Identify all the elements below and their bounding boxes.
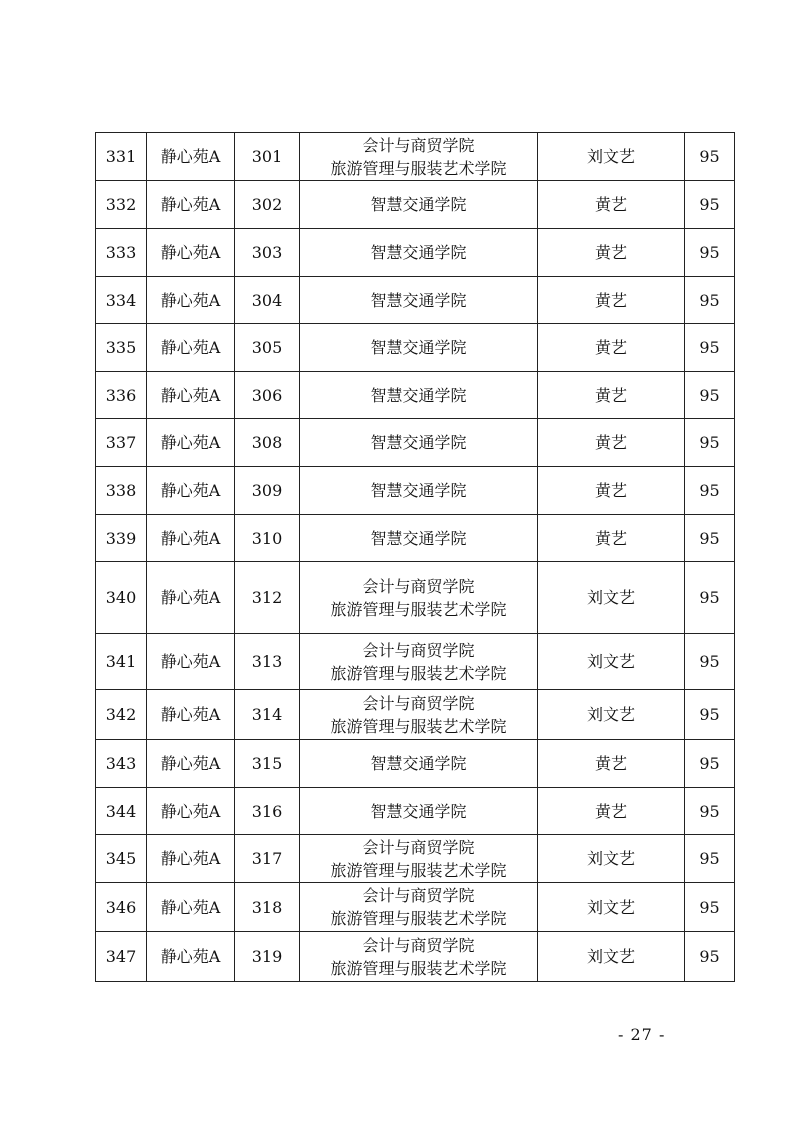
room-cell: 304	[235, 277, 300, 324]
row-number-cell: 344	[96, 788, 147, 835]
room-cell: 306	[235, 372, 300, 419]
college-name: 旅游管理与服装艺术学院	[330, 158, 507, 178]
college-cell	[300, 562, 538, 634]
table-row	[96, 932, 735, 982]
score-cell: 95	[685, 277, 735, 324]
table-row	[96, 324, 735, 372]
table-row	[96, 740, 735, 788]
room-cell: 309	[235, 467, 300, 515]
row-number-cell: 333	[96, 229, 147, 277]
person-cell: 黄艺	[538, 788, 685, 835]
building-cell: 静心苑A	[147, 883, 235, 932]
college-cell	[300, 835, 538, 883]
person-cell: 刘文艺	[538, 835, 685, 883]
building-cell: 静心苑A	[147, 932, 235, 982]
row-number-cell: 340	[96, 562, 147, 634]
table-row	[96, 788, 735, 835]
table-row	[96, 133, 735, 181]
table-row	[96, 419, 735, 467]
score-cell: 95	[685, 515, 735, 562]
college-name: 旅游管理与服装艺术学院	[330, 716, 507, 736]
room-cell: 313	[235, 634, 300, 690]
building-cell: 静心苑A	[147, 372, 235, 419]
college-name: 智慧交通学院	[370, 195, 467, 214]
table-row	[96, 634, 735, 690]
person-cell: 刘文艺	[538, 634, 685, 690]
person-cell: 刘文艺	[538, 883, 685, 932]
college-cell	[300, 932, 538, 982]
table-row	[96, 562, 735, 634]
college-cell	[300, 634, 538, 690]
room-cell: 312	[235, 562, 300, 634]
college-name: 智慧交通学院	[370, 528, 467, 548]
row-number-cell: 346	[96, 883, 147, 932]
college-cell	[300, 740, 538, 788]
person-cell: 黄艺	[538, 324, 685, 372]
college-cell	[300, 229, 538, 277]
person-cell: 黄艺	[538, 515, 685, 562]
college-name: 智慧交通学院	[370, 801, 467, 821]
score-cell: 95	[685, 372, 735, 419]
room-cell: 319	[235, 932, 300, 982]
college-cell	[300, 883, 538, 932]
building-cell: 静心苑A	[147, 181, 235, 229]
table-row	[96, 883, 735, 932]
person-cell: 刘文艺	[538, 932, 685, 982]
table-row	[96, 277, 735, 324]
person-cell: 黄艺	[538, 467, 685, 515]
room-cell: 316	[235, 788, 300, 835]
college-name: 会计与商贸学院	[362, 935, 475, 955]
table-row	[96, 229, 735, 277]
college-name: 旅游管理与服装艺术学院	[330, 663, 507, 683]
row-number-cell: 332	[96, 181, 147, 229]
college-cell	[300, 133, 538, 181]
college-cell	[300, 324, 538, 372]
building-cell: 静心苑A	[147, 277, 235, 324]
person-cell: 刘文艺	[538, 690, 685, 740]
college-name: 智慧交通学院	[370, 433, 467, 452]
table-row	[96, 515, 735, 562]
person-cell: 黄艺	[538, 181, 685, 229]
building-cell: 静心苑A	[147, 690, 235, 740]
college-name: 智慧交通学院	[370, 754, 467, 773]
room-cell: 302	[235, 181, 300, 229]
building-cell: 静心苑A	[147, 835, 235, 883]
row-number-cell: 347	[96, 932, 147, 982]
row-number-cell: 342	[96, 690, 147, 740]
dormitory-score-table	[95, 132, 735, 982]
table-row	[96, 372, 735, 419]
building-cell: 静心苑A	[147, 419, 235, 467]
building-cell: 静心苑A	[147, 740, 235, 788]
score-cell: 95	[685, 883, 735, 932]
college-name: 会计与商贸学院	[362, 640, 475, 660]
college-name: 智慧交通学院	[370, 385, 467, 405]
building-cell: 静心苑A	[147, 634, 235, 690]
person-cell: 刘文艺	[538, 133, 685, 181]
person-cell: 黄艺	[538, 277, 685, 324]
building-cell: 静心苑A	[147, 562, 235, 634]
row-number-cell: 331	[96, 133, 147, 181]
person-cell: 黄艺	[538, 372, 685, 419]
row-number-cell: 343	[96, 740, 147, 788]
room-cell: 315	[235, 740, 300, 788]
score-cell: 95	[685, 562, 735, 634]
score-cell: 95	[685, 467, 735, 515]
row-number-cell: 334	[96, 277, 147, 324]
score-cell: 95	[685, 788, 735, 835]
room-cell: 317	[235, 835, 300, 883]
table-row	[96, 181, 735, 229]
row-number-cell: 336	[96, 372, 147, 419]
row-number-cell: 335	[96, 324, 147, 372]
table-row	[96, 467, 735, 515]
person-cell: 黄艺	[538, 740, 685, 788]
score-cell: 95	[685, 835, 735, 883]
score-cell: 95	[685, 634, 735, 690]
score-cell: 95	[685, 419, 735, 467]
college-name: 会计与商贸学院	[362, 837, 475, 857]
building-cell: 静心苑A	[147, 229, 235, 277]
table-row	[96, 835, 735, 883]
row-number-cell: 339	[96, 515, 147, 562]
college-cell	[300, 788, 538, 835]
building-cell: 静心苑A	[147, 133, 235, 181]
score-cell: 95	[685, 229, 735, 277]
college-name: 会计与商贸学院	[362, 135, 475, 155]
table-row	[96, 690, 735, 740]
page-number: - 27 -	[618, 1025, 666, 1044]
college-name: 智慧交通学院	[370, 243, 467, 262]
college-name: 会计与商贸学院	[362, 693, 475, 713]
college-name: 智慧交通学院	[370, 338, 467, 357]
college-cell	[300, 419, 538, 467]
person-cell: 刘文艺	[538, 562, 685, 634]
score-cell: 95	[685, 133, 735, 181]
college-cell	[300, 515, 538, 562]
building-cell: 静心苑A	[147, 467, 235, 515]
score-cell: 95	[685, 324, 735, 372]
college-cell	[300, 372, 538, 419]
college-name: 智慧交通学院	[370, 290, 467, 310]
room-cell: 301	[235, 133, 300, 181]
room-cell: 310	[235, 515, 300, 562]
building-cell: 静心苑A	[147, 324, 235, 372]
college-name: 会计与商贸学院	[362, 886, 475, 905]
row-number-cell: 338	[96, 467, 147, 515]
room-cell: 305	[235, 324, 300, 372]
room-cell: 314	[235, 690, 300, 740]
room-cell: 308	[235, 419, 300, 467]
score-cell: 95	[685, 740, 735, 788]
row-number-cell: 337	[96, 419, 147, 467]
college-name: 旅游管理与服装艺术学院	[330, 860, 507, 880]
college-cell	[300, 690, 538, 740]
person-cell: 黄艺	[538, 229, 685, 277]
table-body	[96, 133, 735, 982]
college-name: 旅游管理与服装艺术学院	[330, 958, 507, 978]
row-number-cell: 341	[96, 634, 147, 690]
person-cell: 黄艺	[538, 419, 685, 467]
college-cell	[300, 467, 538, 515]
row-number-cell: 345	[96, 835, 147, 883]
score-cell: 95	[685, 181, 735, 229]
room-cell: 318	[235, 883, 300, 932]
college-name: 智慧交通学院	[370, 481, 467, 500]
college-name: 会计与商贸学院	[362, 576, 475, 596]
building-cell: 静心苑A	[147, 515, 235, 562]
college-name: 旅游管理与服装艺术学院	[330, 599, 507, 619]
building-cell: 静心苑A	[147, 788, 235, 835]
score-cell: 95	[685, 690, 735, 740]
college-cell	[300, 181, 538, 229]
college-cell	[300, 277, 538, 324]
score-cell: 95	[685, 932, 735, 982]
college-name: 旅游管理与服装艺术学院	[330, 909, 507, 928]
room-cell: 303	[235, 229, 300, 277]
